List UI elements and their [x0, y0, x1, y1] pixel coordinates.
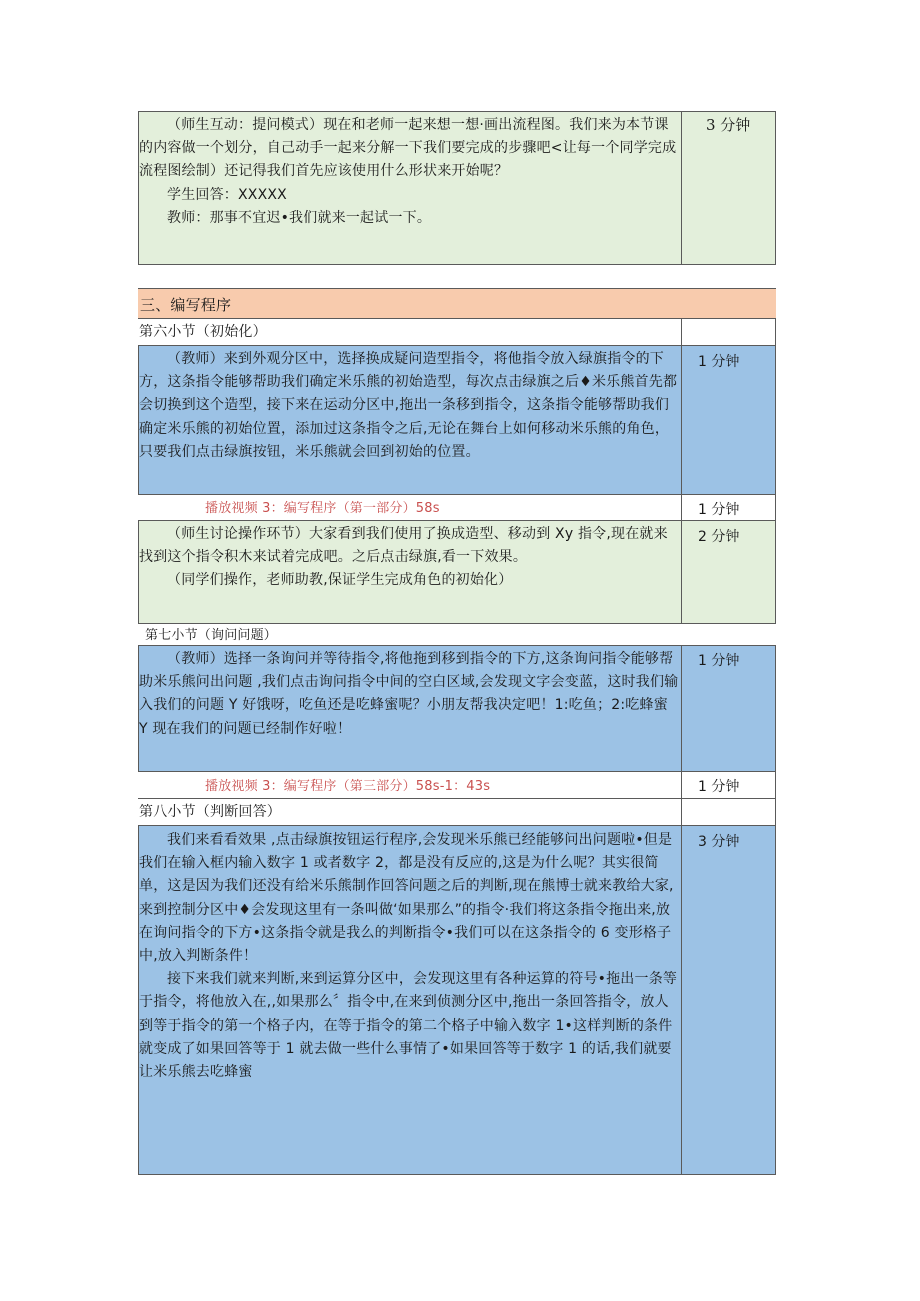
- s6-heading-right-edge: [775, 319, 776, 346]
- intro-time: 3 分钟: [706, 116, 751, 134]
- intro-paragraph-2: 学生回答：XXXXX: [167, 186, 287, 203]
- s7-video-time: 1 分钟: [698, 779, 740, 795]
- s7-main-text: （教师）选择一条询问并等待指令,将他拖到移到指令的下方,这条询问指令能够帮助米乐熊问出问题 ,我们点击询问指令中间的空白区域,会发现文字会变蓝，这时我们输入我们的问题 Y 好饿呀，吃鱼还是吃蜂蜜呢？小朋友帮我决定吧！1:吃鱼；2:吃蜂蜜 Y 现在我们的问题已经制作好啦！: [139, 651, 679, 737]
- section-title-bar: [138, 288, 776, 319]
- s6-discussion-text: [139, 523, 680, 593]
- s8-heading-divider: [681, 799, 682, 825]
- s8-main-time: 3 分钟: [698, 834, 740, 850]
- s6-main-divider: [681, 345, 682, 495]
- s6-discussion-paragraph-2: （同学们操作，老师助教,保证学生完成角色的初始化）: [167, 572, 513, 589]
- intro-divider: [681, 111, 682, 265]
- s6-discussion-paragraph-1: （师生讨论操作环节）大家看到我们使用了换成造型、移动到 Xy 指令,现在就来找到这个指令积木来试着完成吧。之后点击绿旗,看一下效果。: [139, 526, 668, 566]
- s8-paragraph-1: 我们来看看效果 ,点击绿旗按钮运行程序,会发现米乐熊已经能够问出问题啦•但是我们在输入框内输入数字 1 或者数字 2，都是没有反应的,这是为什么呢？其实很简单，这是因为我们还没有给米乐熊制作回答问题之后的判断,现在熊博士就来教给大家,来到控制分区中♦会发现这里有一条叫做‘如果那么”的指令·我们将这条指令拖出来,放在询问指令的下方•这条指令就是我么的判断指令•我们可以在这条指令的 6 变形格子中,放入判断条件！: [139, 832, 674, 965]
- s6-video-divider: [681, 495, 682, 521]
- s6-discussion-time: 2 分钟: [698, 529, 740, 545]
- s7-video-right-edge: [775, 772, 776, 799]
- s6-main-text: （教师）来到外观分区中，选择换成疑问造型指令，将他指令放入绿旗指令的下方，这条指令能够帮助我们确定米乐熊的初始造型，每次点击绿旗之后♦米乐熊首先都会切换到这个造型，接下来在运动分区中,拖出一条移到指令，这条指令能够帮助我们确定米乐熊的初始位置，添加过这条指令之后,无论在舞台上如何移动米乐熊的角色，只要我们点击绿旗按钮，米乐熊就会回到初始的位置。: [139, 351, 678, 460]
- s7-main-time: 1 分钟: [698, 653, 740, 669]
- s8-paragraph-2: 接下来我们就来判断,来到运算分区中，会发现这里有各种运算的符号•拖出一条等于指令，将他放入在,,如果那么〞指令中,在来到侦测分区中,拖出一条回答指令，放人到等于指令的第一个格子内，在等于指令的第二个格子中输入数字 1•这样判断的条件就变成了如果回答等于 1 就去做一些什么事情了•如果回答等于数字 1 的话,我们就要让米乐熊去吃蜂蜜: [139, 971, 678, 1081]
- s7-main-divider: [681, 645, 682, 772]
- s6-video-time: 1 分钟: [698, 502, 740, 518]
- s6-discussion-divider: [681, 520, 682, 624]
- s8-main-text: [139, 829, 680, 1084]
- s8-main-divider: [681, 825, 682, 1175]
- intro-paragraph-3: 教师：那事不宜迟•我们就来一起试一下。: [167, 209, 432, 226]
- intro-paragraph-1: （师生互动：提问模式）现在和老师一起来想一想·画出流程图。我们来为本节课的内容做一个划分，自己动手一起来分解一下我们要完成的步骤吧<让每一个同学完成流程图绘制）还记得我们首先应该使用什么形状来开始呢？: [139, 117, 677, 180]
- s6-main-time: 1 分钟: [698, 354, 740, 370]
- s7-heading: 第七小节（询问问题）: [145, 628, 278, 643]
- s6-video-right-edge: [775, 495, 776, 521]
- s6-heading-divider: [681, 319, 682, 346]
- s8-heading-right-edge: [775, 799, 776, 825]
- s6-heading: 第六小节（初始化）: [139, 324, 267, 340]
- intro-text: [139, 114, 680, 230]
- s7-video-label: 播放视频 3：编写程序（第三部分）58s-1：43s: [205, 779, 491, 794]
- s7-video-divider: [681, 772, 682, 799]
- s6-video-label: 播放视频 3：编写程序（第一部分）58s: [205, 501, 440, 516]
- section-title: 三、编写程序: [140, 296, 232, 314]
- s8-heading: 第八小节（判断回答）: [139, 804, 281, 820]
